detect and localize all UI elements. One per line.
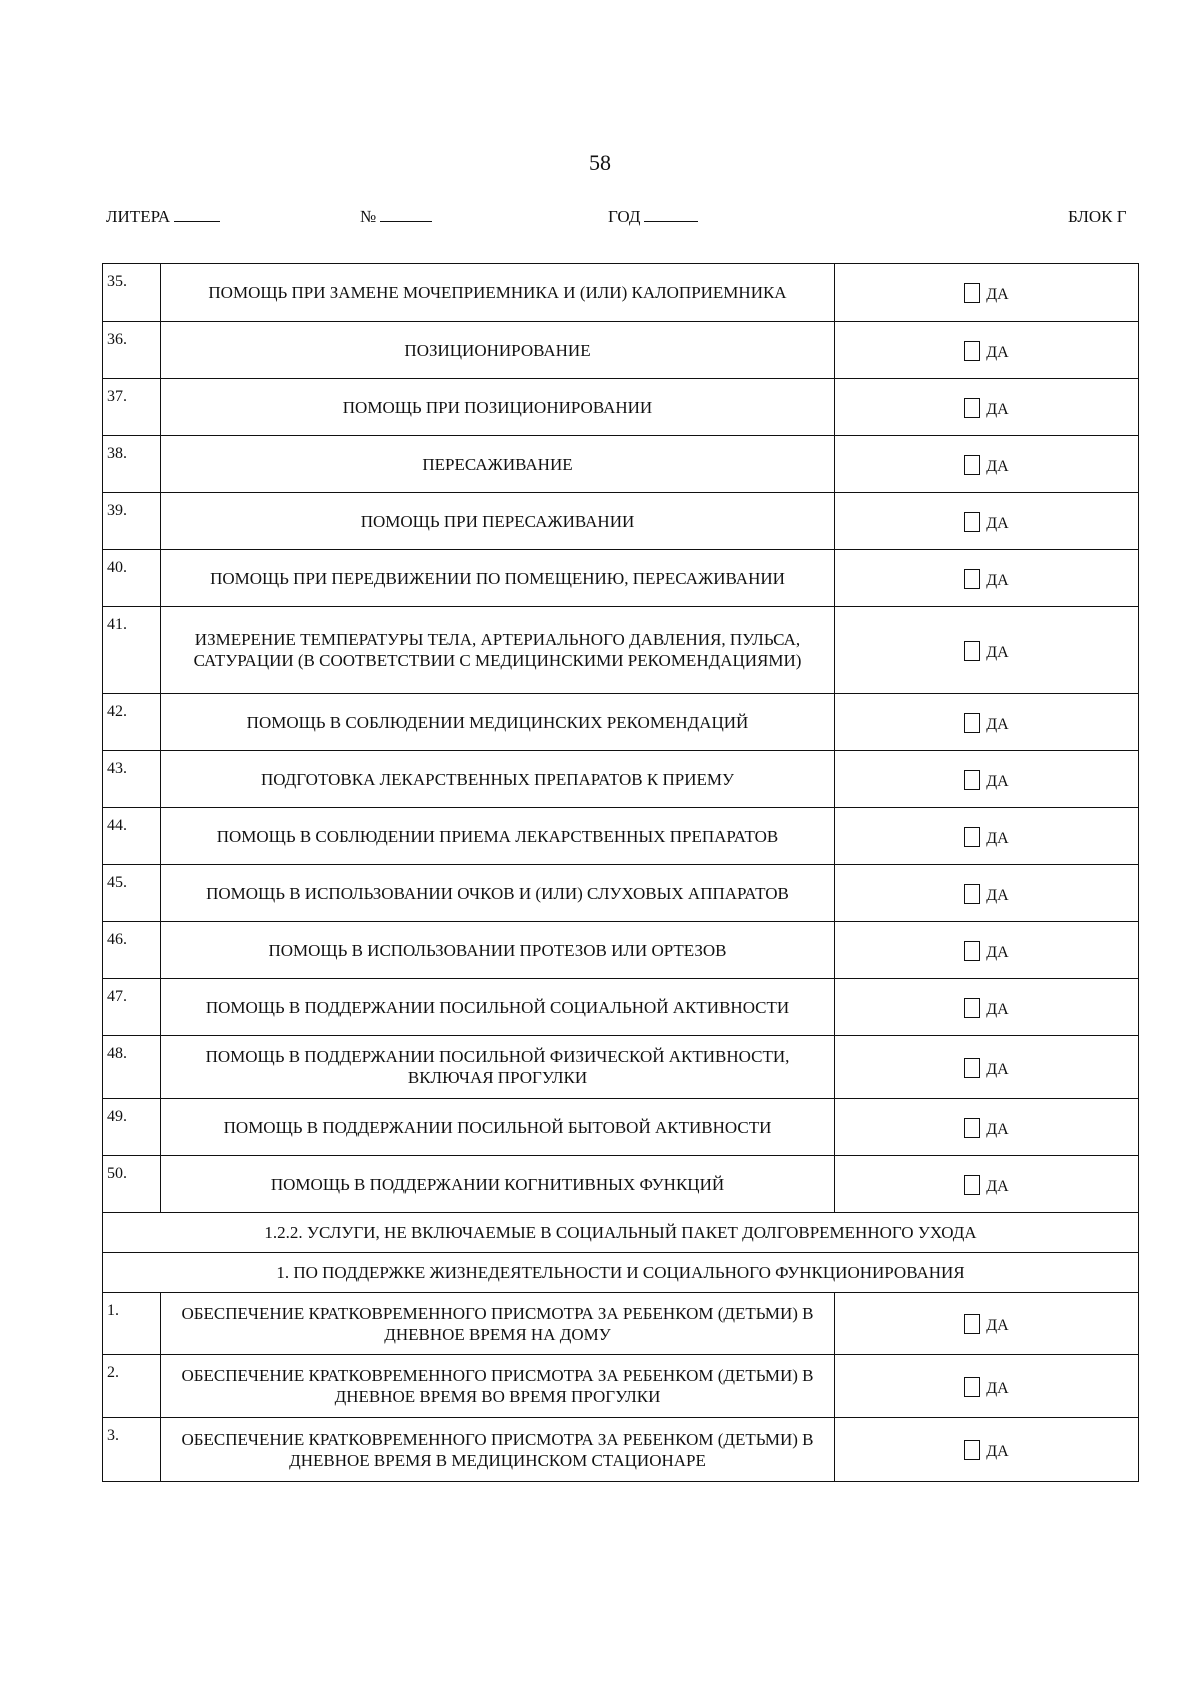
row-number: 42. xyxy=(103,694,161,751)
services-table xyxy=(102,263,1139,1482)
services-rows-a xyxy=(103,264,1139,1213)
answer-cell[interactable] xyxy=(835,550,1139,607)
checkbox[interactable] xyxy=(964,941,980,961)
table-row xyxy=(103,1418,1139,1482)
answer-label: ДА xyxy=(986,643,1009,661)
section-row xyxy=(103,1213,1139,1253)
answer-cell[interactable] xyxy=(835,436,1139,493)
service-name: ИЗМЕРЕНИЕ ТЕМПЕРАТУРЫ ТЕЛА, АРТЕРИАЛЬНОГО ДАВЛЕНИЯ, ПУЛЬСА, САТУРАЦИИ (В СООТВЕТСТВИИ С МЕДИЦИНСКИМИ РЕКОМЕНДАЦИЯМИ) xyxy=(161,607,835,694)
litera-blank[interactable] xyxy=(174,207,220,222)
answer-label: ДА xyxy=(986,1177,1009,1195)
table-row xyxy=(103,865,1139,922)
checkbox[interactable] xyxy=(964,713,980,733)
answer-label: ДА xyxy=(986,886,1009,904)
row-number: 48. xyxy=(103,1036,161,1099)
table-row xyxy=(103,550,1139,607)
table-row xyxy=(103,1156,1139,1213)
answer-cell[interactable] xyxy=(835,751,1139,808)
checkbox[interactable] xyxy=(964,827,980,847)
number-field[interactable] xyxy=(360,207,432,227)
checkbox[interactable] xyxy=(964,1058,980,1078)
table-row xyxy=(103,1293,1139,1355)
year-label: ГОД xyxy=(608,207,641,226)
answer-label: ДА xyxy=(986,1379,1009,1397)
subsection-row xyxy=(103,1253,1139,1293)
row-number: 3. xyxy=(103,1418,161,1482)
table-row xyxy=(103,922,1139,979)
table-row xyxy=(103,694,1139,751)
answer-label: ДА xyxy=(986,1317,1009,1335)
table-row xyxy=(103,436,1139,493)
table-row xyxy=(103,1355,1139,1418)
service-name: ПОМОЩЬ В ИСПОЛЬЗОВАНИИ ПРОТЕЗОВ ИЛИ ОРТЕЗОВ xyxy=(161,922,835,979)
row-number: 47. xyxy=(103,979,161,1036)
service-name: ПОМОЩЬ В СОБЛЮДЕНИИ ПРИЕМА ЛЕКАРСТВЕННЫХ ПРЕПАРАТОВ xyxy=(161,808,835,865)
row-number: 1. xyxy=(103,1293,161,1355)
year-blank[interactable] xyxy=(644,207,698,222)
answer-label: ДА xyxy=(986,715,1009,733)
row-number: 43. xyxy=(103,751,161,808)
table-row xyxy=(103,379,1139,436)
checkbox[interactable] xyxy=(964,1440,980,1460)
answer-label: ДА xyxy=(986,457,1009,475)
row-number: 41. xyxy=(103,607,161,694)
answer-cell[interactable] xyxy=(835,1036,1139,1099)
service-name: ПОМОЩЬ В ПОДДЕРЖАНИИ ПОСИЛЬНОЙ СОЦИАЛЬНОЙ АКТИВНОСТИ xyxy=(161,979,835,1036)
answer-label: ДА xyxy=(986,829,1009,847)
answer-label: ДА xyxy=(986,514,1009,532)
answer-label: ДА xyxy=(986,571,1009,589)
answer-label: ДА xyxy=(986,286,1009,304)
answer-cell[interactable] xyxy=(835,322,1139,379)
answer-cell[interactable] xyxy=(835,493,1139,550)
section-rows xyxy=(103,1213,1139,1293)
answer-cell[interactable] xyxy=(835,1293,1139,1355)
section-title: 1.2.2. УСЛУГИ, НЕ ВКЛЮЧАЕМЫЕ В СОЦИАЛЬНЫЙ ПАКЕТ ДОЛГОВРЕМЕННОГО УХОДА xyxy=(103,1213,1139,1253)
answer-label: ДА xyxy=(986,400,1009,418)
row-number: 44. xyxy=(103,808,161,865)
answer-cell[interactable] xyxy=(835,694,1139,751)
service-name: ПОМОЩЬ В ПОДДЕРЖАНИИ ПОСИЛЬНОЙ БЫТОВОЙ АКТИВНОСТИ xyxy=(161,1099,835,1156)
checkbox[interactable] xyxy=(964,512,980,532)
row-number: 50. xyxy=(103,1156,161,1213)
checkbox[interactable] xyxy=(964,998,980,1018)
table-row xyxy=(103,264,1139,322)
answer-cell[interactable] xyxy=(835,808,1139,865)
answer-label: ДА xyxy=(986,1060,1009,1078)
table-row xyxy=(103,607,1139,694)
row-number: 46. xyxy=(103,922,161,979)
answer-label: ДА xyxy=(986,943,1009,961)
service-name: ПЕРЕСАЖИВАНИЕ xyxy=(161,436,835,493)
answer-cell[interactable] xyxy=(835,1355,1139,1418)
service-name: ПОДГОТОВКА ЛЕКАРСТВЕННЫХ ПРЕПАРАТОВ К ПРИЕМУ xyxy=(161,751,835,808)
answer-cell[interactable] xyxy=(835,1156,1139,1213)
table-row xyxy=(103,979,1139,1036)
service-name: ОБЕСПЕЧЕНИЕ КРАТКОВРЕМЕННОГО ПРИСМОТРА ЗА РЕБЕНКОМ (ДЕТЬМИ) В ДНЕВНОЕ ВРЕМЯ НА ДОМУ xyxy=(161,1293,835,1355)
answer-cell[interactable] xyxy=(835,1418,1139,1482)
subsection-title: 1. ПО ПОДДЕРЖКЕ ЖИЗНЕДЕЯТЕЛЬНОСТИ И СОЦИАЛЬНОГО ФУНКЦИОНИРОВАНИЯ xyxy=(103,1253,1139,1293)
row-number: 35. xyxy=(103,264,161,322)
checkbox[interactable] xyxy=(964,770,980,790)
litera-label: ЛИТЕРА xyxy=(106,207,171,226)
row-number: 36. xyxy=(103,322,161,379)
row-number: 38. xyxy=(103,436,161,493)
checkbox[interactable] xyxy=(964,1175,980,1195)
service-name: ПОЗИЦИОНИРОВАНИЕ xyxy=(161,322,835,379)
answer-cell[interactable] xyxy=(835,379,1139,436)
row-number: 49. xyxy=(103,1099,161,1156)
table-row xyxy=(103,808,1139,865)
service-name: ПОМОЩЬ В ИСПОЛЬЗОВАНИИ ОЧКОВ И (ИЛИ) СЛУХОВЫХ АППАРАТОВ xyxy=(161,865,835,922)
service-name: ОБЕСПЕЧЕНИЕ КРАТКОВРЕМЕННОГО ПРИСМОТРА ЗА РЕБЕНКОМ (ДЕТЬМИ) В ДНЕВНОЕ ВРЕМЯ В МЕДИЦИНСКОМ СТАЦИОНАРЕ xyxy=(161,1418,835,1482)
answer-label: ДА xyxy=(986,772,1009,790)
checkbox[interactable] xyxy=(964,283,980,303)
table-row xyxy=(103,493,1139,550)
checkbox[interactable] xyxy=(964,641,980,661)
row-number: 40. xyxy=(103,550,161,607)
service-name: ПОМОЩЬ ПРИ ЗАМЕНЕ МОЧЕПРИЕМНИКА И (ИЛИ) КАЛОПРИЕМНИКА xyxy=(161,264,835,322)
answer-cell[interactable] xyxy=(835,865,1139,922)
answer-cell[interactable] xyxy=(835,979,1139,1036)
answer-cell[interactable] xyxy=(835,264,1139,322)
answer-cell[interactable] xyxy=(835,607,1139,694)
service-name: ПОМОЩЬ ПРИ ПЕРЕДВИЖЕНИИ ПО ПОМЕЩЕНИЮ, ПЕРЕСАЖИВАНИИ xyxy=(161,550,835,607)
checkbox[interactable] xyxy=(964,1314,980,1334)
services-rows-b xyxy=(103,1293,1139,1482)
table-row xyxy=(103,751,1139,808)
number-label: № xyxy=(360,207,377,226)
row-number: 2. xyxy=(103,1355,161,1418)
row-number: 37. xyxy=(103,379,161,436)
checkbox[interactable] xyxy=(964,398,980,418)
service-name: ПОМОЩЬ В СОБЛЮДЕНИИ МЕДИЦИНСКИХ РЕКОМЕНДАЦИЙ xyxy=(161,694,835,751)
service-name: ПОМОЩЬ ПРИ ПОЗИЦИОНИРОВАНИИ xyxy=(161,379,835,436)
row-number: 45. xyxy=(103,865,161,922)
checkbox[interactable] xyxy=(964,1377,980,1397)
block-label: БЛОК Г xyxy=(1068,207,1127,226)
answer-label: ДА xyxy=(986,1000,1009,1018)
year-field[interactable] xyxy=(608,207,698,227)
table-row xyxy=(103,322,1139,379)
checkbox[interactable] xyxy=(964,884,980,904)
answer-label: ДА xyxy=(986,1443,1009,1461)
checkbox[interactable] xyxy=(964,455,980,475)
answer-cell[interactable] xyxy=(835,922,1139,979)
checkbox[interactable] xyxy=(964,341,980,361)
answer-cell[interactable] xyxy=(835,1099,1139,1156)
service-name: ОБЕСПЕЧЕНИЕ КРАТКОВРЕМЕННОГО ПРИСМОТРА ЗА РЕБЕНКОМ (ДЕТЬМИ) В ДНЕВНОЕ ВРЕМЯ ВО ВРЕМЯ ПРОГУЛКИ xyxy=(161,1355,835,1418)
page-number: 58 xyxy=(589,150,611,175)
answer-label: ДА xyxy=(986,1120,1009,1138)
checkbox[interactable] xyxy=(964,569,980,589)
service-name: ПОМОЩЬ В ПОДДЕРЖАНИИ КОГНИТИВНЫХ ФУНКЦИЙ xyxy=(161,1156,835,1213)
table-row xyxy=(103,1036,1139,1099)
checkbox[interactable] xyxy=(964,1118,980,1138)
row-number: 39. xyxy=(103,493,161,550)
service-name: ПОМОЩЬ ПРИ ПЕРЕСАЖИВАНИИ xyxy=(161,493,835,550)
litera-field[interactable] xyxy=(106,207,220,227)
answer-label: ДА xyxy=(986,343,1009,361)
service-name: ПОМОЩЬ В ПОДДЕРЖАНИИ ПОСИЛЬНОЙ ФИЗИЧЕСКОЙ АКТИВНОСТИ, ВКЛЮЧАЯ ПРОГУЛКИ xyxy=(161,1036,835,1099)
number-blank[interactable] xyxy=(380,207,432,222)
table-row xyxy=(103,1099,1139,1156)
